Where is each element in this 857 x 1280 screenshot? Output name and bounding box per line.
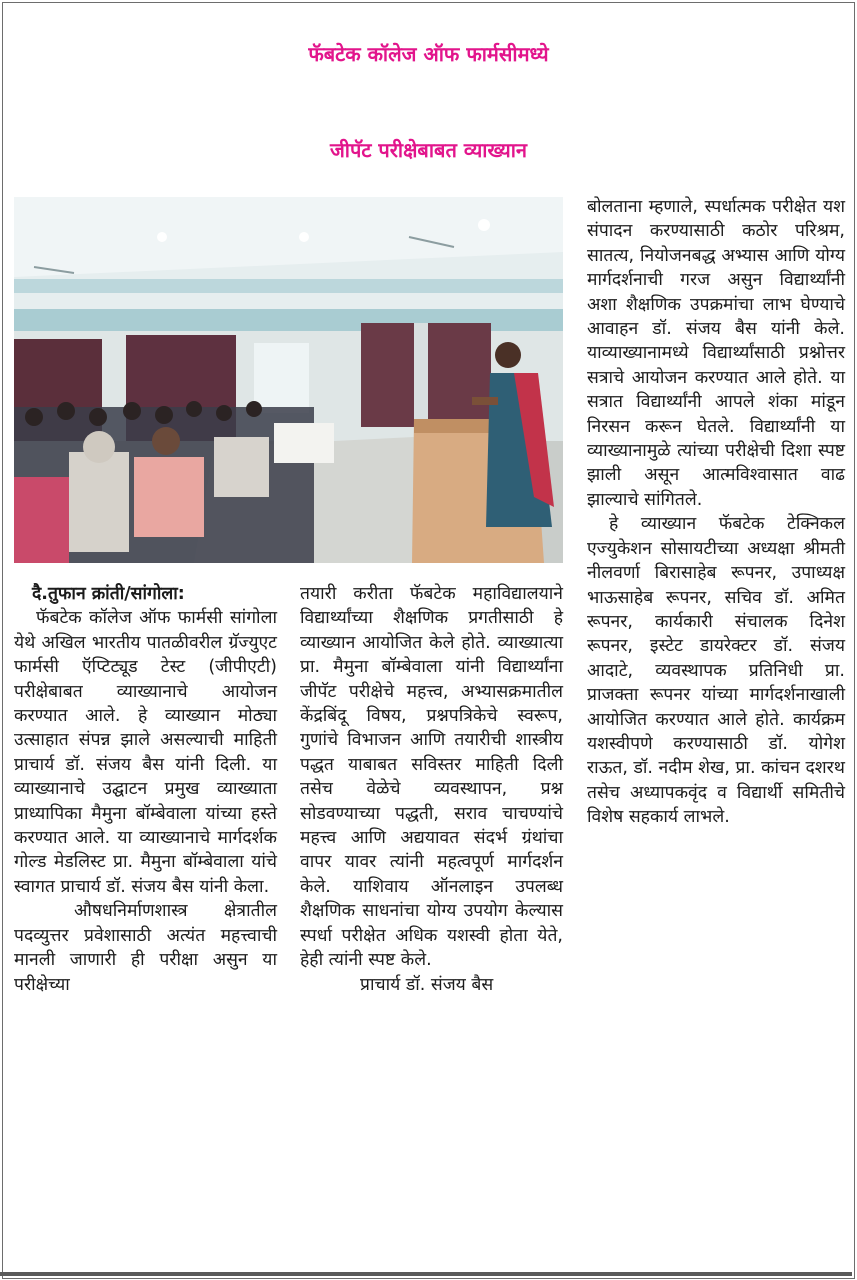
bottom-rule <box>0 1272 852 1276</box>
paragraph: बोलताना म्हणाले, स्पर्धात्मक परीक्षेत यश संपादन करण्यासाठी कठोर परिश्रम, सातत्य, नियोजनबद्ध अभ्यास आणि योग्य मार्गदर्शनाची गरज असुन विद्यार्थ्यांनी अशा शैक्षणिक उपक्रमांचा लाभ घेण्याचे आवाहन डॉ. संजय बैस यांनी केले. याव्याख्यानामध्ये विद्यार्थ्यांसाठी प्रश्नोत्तर सत्राचे आयोजन करण्यात आले होते. या सत्रात विद्यार्थ्यांनी आपले शंका मांडून निरसन करून घेतले. विद्यार्थ्यांनी या व्याख्यानामुळे त्यांच्या परीक्षेची दिशा स्पष्ट झाली असून आत्मविश्वासात वाढ झाल्याचे सांगितले. <box>587 197 845 510</box>
article-column-right <box>587 195 845 830</box>
headline-line-1: फॅबटेक कॉलेज ऑफ फार्मसीमध्ये <box>308 42 549 66</box>
lecture-photo <box>14 197 563 563</box>
paragraph: फॅबटेक कॉलेज ऑफ फार्मसी सांगोला येथे अखिल भारतीय पातळीवरील ग्रॅज्युएट फार्मसी ऍप्टिट्यूड टेस्ट (जीपीएटी) परीक्षेबाबत व्याख्यानाचे आयोजन करण्यात आले. हे व्याख्यान मोठ्या उत्साहात संपन्न झाले असल्याची माहिती प्राचार्य डॉ. संजय बैस यांनी दिली. या व्याख्यानाचे उद्घाटन प्रमुख व्याख्याता प्राध्यापिका मैमुना बॉम्बेवाला यांच्या हस्ते करण्यात आले. या व्याख्यानाचे मार्गदर्शक गोल्ड मेडलिस्ट प्रा. मैमुना बॉम्बेवाला यांचे स्वागत प्राचार्य डॉ. संजय बैस यांनी केला. <box>14 608 277 897</box>
article-column-left <box>14 582 277 997</box>
paragraph: प्राचार्य डॉ. संजय बैस <box>360 974 494 995</box>
paragraph: औषधनिर्माणशास्त्र क्षेत्रातील पदव्युत्तर प्रवेशासाठी अत्यंत महत्त्वाची मानली जाणारी ही परीक्षा असुन या परीक्षेच्या <box>14 901 277 995</box>
article-column-middle <box>300 582 563 997</box>
paragraph: तयारी करीता फॅबटेक महाविद्यालयाने विद्यार्थ्यांच्या शैक्षणिक प्रगतीसाठी हे व्याख्यान आयोजित केले होते. व्याख्यात्या प्रा. मैमुना बॉम्बेवाला यांनी विद्यार्थ्यांना जीपॅट परीक्षेचे महत्त्व, अभ्यासक्रमातील केंद्रबिंदू विषय, प्रश्नपत्रिकेचे स्वरूप, गुणांचे विभाजन आणि तयारीची शास्त्रीय पद्धत याबाबत सविस्तर माहिती दिली तसेच वेळेचे व्यवस्थापन, प्रश्न सोडवण्याच्या पद्धती, सराव चाचण्यांचे महत्त्व आणि अद्ययावत संदर्भ ग्रंथांचा वापर यावर त्यांनी महत्वपूर्ण मार्गदर्शन केले. याशिवाय ऑनलाइन उपलब्ध शैक्षणिक साधनांचा योग्य उपयोग केल्यास स्पर्धा परीक्षेत अधिक यशस्वी होता येते, हेही त्यांनी स्पष्ट केले. <box>300 584 563 971</box>
dateline: दै.तुफान क्रांती/सांगोला: <box>32 584 185 604</box>
paragraph: हे व्याख्यान फॅबटेक टेक्निकल एज्युकेशन सोसायटीच्या अध्यक्षा श्रीमती नीलवर्णा बिरासाहेब रूपनर, उपाध्यक्ष भाऊसाहेब रूपनर, सचिव डॉ. अमित रूपनर, कार्यकारी संचालक दिनेश रूपनर, इस्टेट डायरेक्टर डॉ. संजय आदाटे, व्यवस्थापक प्रतिनिधी प्रा. प्राजक्ता रूपनर यांच्या मार्गदर्शनाखाली आयोजित करण्यात आले होते. कार्यक्रम यशस्वीपणे करण्यासाठी डॉ. योगेश राऊत, डॉ. नदीम शेख, प्रा. कांचन दशरथ तसेच अध्यापकवृंद व विद्यार्थी समितीचे विशेष सहकार्य लाभले. <box>587 514 845 828</box>
headline-line-2: जीपॅट परीक्षेबाबत व्याख्यान <box>329 138 528 162</box>
